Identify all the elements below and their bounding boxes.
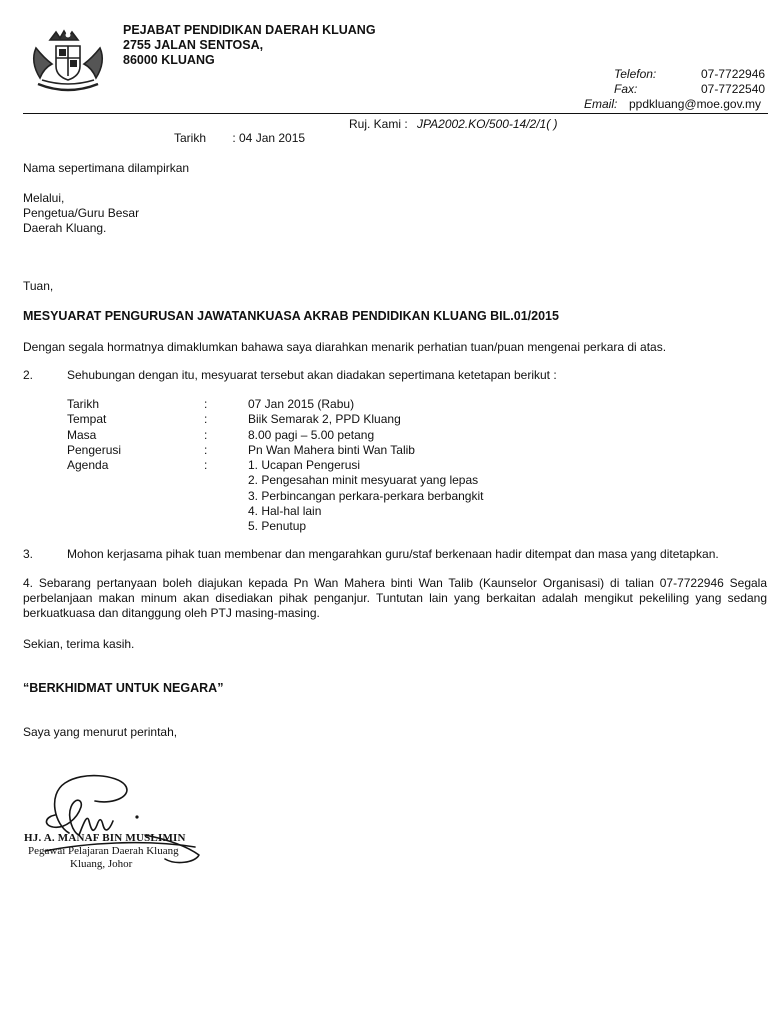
signatory-place: Kluang, Johor [70,858,133,870]
schedule-row [67,397,483,412]
sign-off: Saya yang menurut perintah, [23,725,178,739]
letter-subject: MESYUARAT PENGURUSAN JAWATANKUASA AKRAB PENDIDIKAN KLUANG BIL.01/2015 [23,309,559,323]
telefon-value: 07-7722946 [701,67,766,81]
schedule-colon: : [204,427,208,442]
postcode-city: 86000 KLUANG [123,53,215,67]
paragraph-2-number: 2. [23,368,34,382]
reference-label: Ruj. Kami : [349,117,408,131]
recipient-district: Daerah Kluang. [23,221,107,235]
paragraph-2 [23,368,557,382]
schedule-row [67,458,483,473]
schedule-key: Pengerusi [67,442,122,457]
paragraph-3-number: 3. [23,547,34,561]
schedule-colon: : [204,442,208,457]
street-address: 2755 JALAN SENTOSA, [123,38,264,52]
contact-block [584,67,765,112]
coat-of-arms-logo [28,26,108,96]
fax-label: Fax: [614,82,638,96]
date-value: : 04 Jan 2015 [232,131,306,145]
motto: “BERKHIDMAT UNTUK NEGARA” [23,681,224,695]
schedule-value: Pn Wan Mahera binti Wan Talib [248,442,415,457]
schedule-key: Masa [67,427,97,442]
recipient-title: Pengetua/Guru Besar [23,206,140,220]
via-line: Melalui, [23,191,65,205]
agenda-item [67,473,483,488]
paragraph-4: 4. Sebarang pertanyaan boleh diajukan kepada Pn Wan Mahera binti Wan Talib (Kaunselor Organisasi) di talian 07-7722946 Segala perbelanjaan makan minum akan disediakan pihak penganjur. Tuntutan lain yang berkaitan adalah mengikut pekeliling yang sedang berkuatkuasa dan ditanggung oleh PTJ masing-masing. [23,576,767,620]
paragraph-1: Dengan segala hormatnya dimaklumkan bahawa saya diarahkan menarik perhatian tuan/puan mengenai perkara di atas. [23,340,667,354]
signatory-name: HJ. A. MANAF BIN MUSLIMIN [24,832,186,844]
organization-address [123,23,376,68]
agenda-item [67,504,483,519]
organization-name: PEJABAT PENDIDIKAN DAERAH KLUANG [123,23,376,37]
date-label: Tarikh [174,131,207,145]
schedule-value: Biik Semarak 2, PPD Kluang [248,412,401,427]
schedule-value: 8.00 pagi – 5.00 petang [248,427,375,442]
schedule-row [67,428,483,443]
telefon-label: Telefon: [614,67,657,81]
agenda-item-text: 2. Pengesahan minit mesyuarat yang lepas [248,473,479,488]
schedule-key: Agenda [67,458,109,473]
agenda-item-text: 5. Penutup [248,519,307,534]
fax-value: 07-7722540 [701,82,766,96]
schedule-value: 1. Ucapan Pengerusi [248,458,361,473]
paragraph-3-text: Mohon kerjasama pihak tuan membenar dan mengarahkan guru/staf berkenaan hadir ditempat dan masa yang ditetapkan. [67,547,719,561]
header-divider [23,113,768,114]
schedule-colon: : [204,458,208,473]
closing-line: Sekian, terima kasih. [23,637,135,651]
schedule-key: Tarikh [67,397,100,411]
recipient-block [23,191,139,236]
signatory-block [24,832,186,871]
schedule-colon: : [204,397,208,411]
schedule-key: Tempat [67,412,107,427]
paragraph-2-text: Sehubungan dengan itu, mesyuarat tersebut akan diadakan sepertimana ketetapan berikut : [67,368,557,382]
email-value: ppdkluang@moe.gov.my [629,97,762,111]
schedule-colon: : [204,412,208,427]
signatory-title: Pegawai Pelajaran Daerah Kluang [28,845,179,857]
reference-line [349,117,558,131]
agenda-item [67,489,483,504]
schedule-row [67,412,483,427]
schedule-value: 07 Jan 2015 (Rabu) [248,397,355,411]
paragraph-3 [23,547,719,561]
agenda-item [67,519,483,534]
recipient-line: Nama sepertimana dilampirkan [23,161,190,175]
email-label: Email: [584,97,618,111]
meeting-schedule [67,397,483,535]
letter-date [174,131,305,145]
salutation: Tuan, [23,279,54,293]
schedule-row [67,443,483,458]
agenda-item-text: 3. Perbincangan perkara-perkara berbangkit [248,488,484,503]
agenda-item-text: 4. Hal-hal lain [248,504,322,519]
reference-number: JPA2002.KO/500-14/2/1( ) [417,117,558,131]
